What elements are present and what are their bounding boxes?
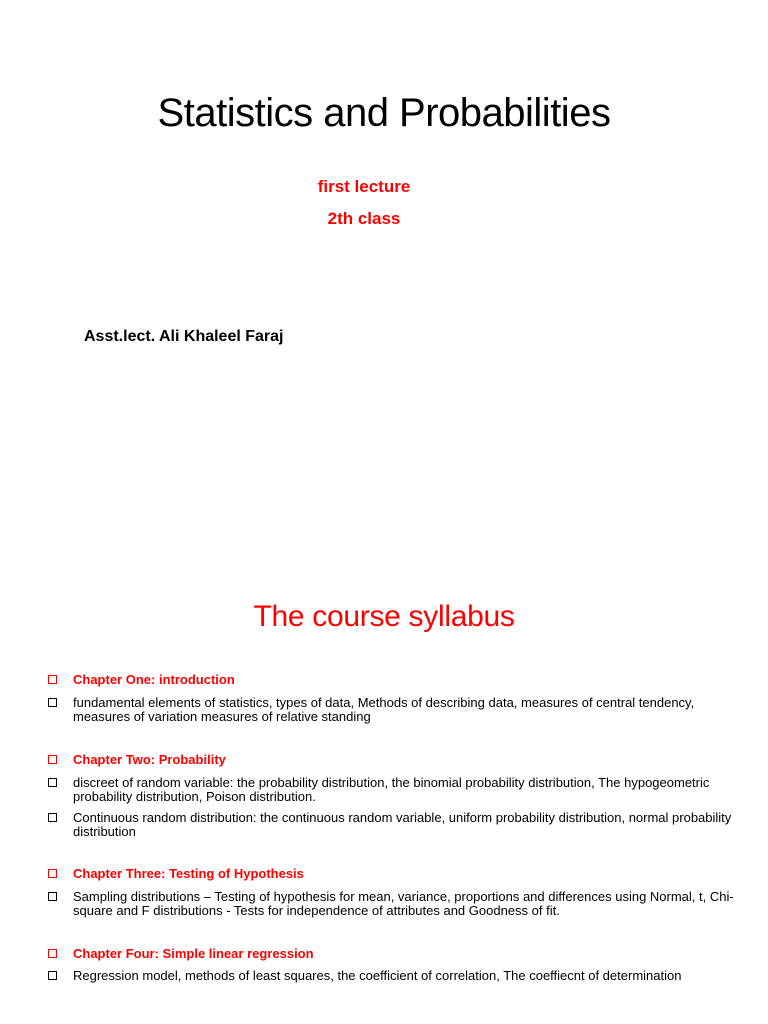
topic-text: Continuous random distribution: the continuous random variable, uniform probability distribution, normal probability distribution	[73, 810, 732, 839]
topic-text: fundamental elements of statistics, types of data, Methods of describing data, measures of central tendency, measures of variation measures of relative standing	[73, 695, 695, 724]
checkbox-square-icon	[48, 778, 57, 787]
author-name: Asst.lect. Ali Khaleel Faraj	[84, 328, 284, 345]
class-label: 2th class	[327, 209, 401, 228]
topic-item	[48, 696, 738, 724]
topic-text: Sampling distributions – Testing of hypothesis for mean, variance, proportions and differences using Normal, t, Chi-square and F distributions - Tests for independence of attributes and Goodness of fit.	[73, 889, 734, 918]
slide-title: Statistics and Probabilities	[157, 91, 611, 135]
checkbox-square-icon	[48, 813, 57, 822]
topic-text: discreet of random variable: the probability distribution, the binomial probability distribution, The hypogeometric probability distribution, Poison distribution.	[73, 775, 710, 804]
checkbox-square-icon	[48, 949, 57, 958]
checkbox-square-icon	[48, 892, 57, 901]
topic-item	[48, 969, 738, 983]
chapter-label: Chapter Three: Testing of Hypothesis	[73, 866, 304, 881]
chapter-heading	[48, 753, 738, 767]
topic-item	[48, 890, 738, 918]
lecture-label: first lecture	[317, 177, 411, 196]
chapter-label: Chapter Two: Probability	[73, 752, 226, 767]
chapter-heading	[48, 947, 738, 961]
checkbox-square-icon	[48, 869, 57, 878]
checkbox-square-icon	[48, 971, 57, 980]
topic-text: Regression model, methods of least squares, the coefficient of correlation, The coeffiecnt of determination	[73, 968, 682, 983]
syllabus-title: The course syllabus	[253, 600, 515, 633]
checkbox-square-icon	[48, 675, 57, 684]
syllabus-slide	[0, 560, 768, 1024]
chapter-heading	[48, 673, 738, 687]
chapter-label: Chapter Four: Simple linear regression	[73, 946, 314, 961]
topic-item	[48, 811, 738, 839]
checkbox-square-icon	[48, 698, 57, 707]
checkbox-square-icon	[48, 755, 57, 764]
chapter-heading	[48, 867, 738, 881]
chapter-label: Chapter One: introduction	[73, 672, 235, 687]
topic-item	[48, 776, 738, 804]
